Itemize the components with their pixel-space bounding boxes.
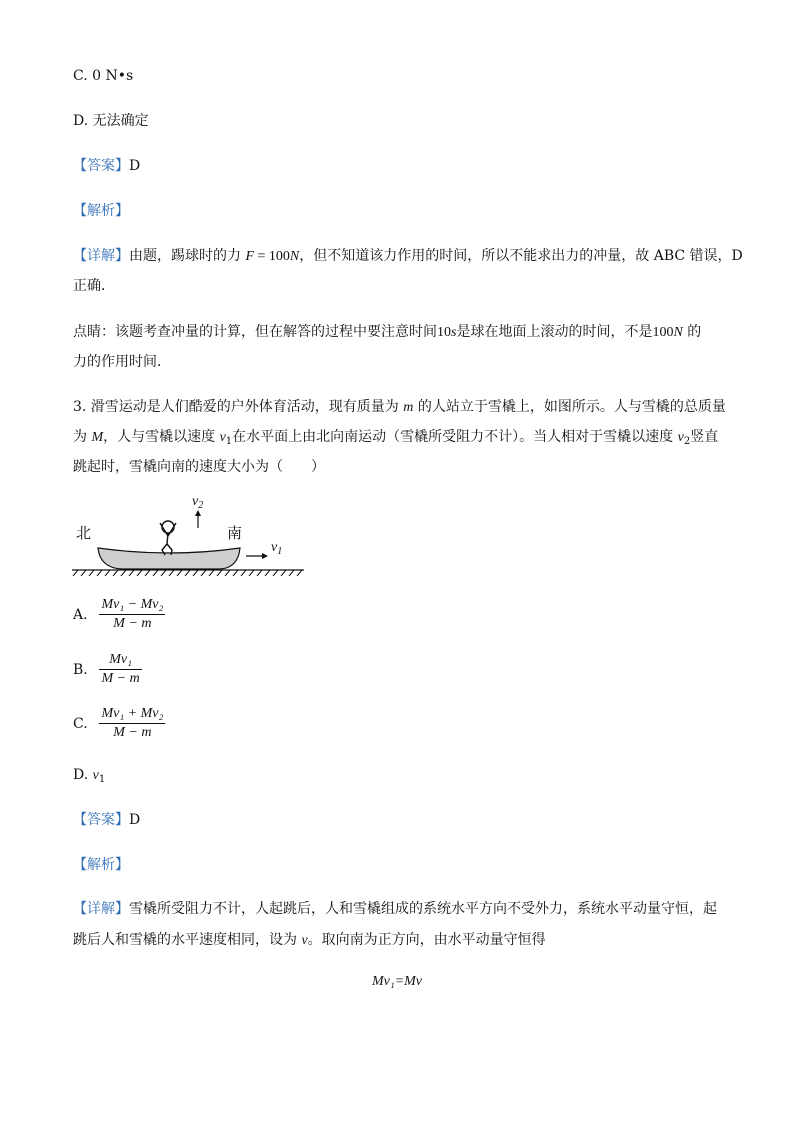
sled-figure xyxy=(70,492,310,582)
force-eq: = 100 xyxy=(254,249,290,264)
note-newton-symbol: N xyxy=(673,325,683,340)
v1-label xyxy=(271,540,282,557)
q3-m: m xyxy=(403,400,414,415)
q3-text-a: 3. 滑雪运动是人们酷爱的户外体育活动，现有质量为 xyxy=(73,399,404,415)
q3-line-3: 跳起时，雪橇向南的速度大小为（ ） xyxy=(73,459,325,475)
option-d-label: D. xyxy=(73,767,93,783)
option-c-fraction xyxy=(99,705,165,742)
v1-arrowhead xyxy=(262,553,268,559)
q3-line-2 xyxy=(73,427,718,452)
note-text-c: 的 xyxy=(682,324,702,340)
sled-diagram xyxy=(70,492,310,582)
q3-text-b: 的人站立于雪橇上，如图所示。人与雪橇的总质量 xyxy=(413,399,726,415)
option-a-label: A. xyxy=(73,606,88,623)
option-d: D. 无法确定 xyxy=(73,113,149,129)
force-symbol: F xyxy=(245,249,255,264)
sled-body xyxy=(98,548,240,569)
q3-text-f: 竖直 xyxy=(690,429,719,445)
ground-hatch xyxy=(73,570,302,576)
option-d-q3 xyxy=(73,765,105,790)
note-text-b: 是球在地面上滚动的时间，不是 xyxy=(456,324,653,340)
q3-v1: v xyxy=(219,430,226,445)
v1-label-sub: 1 xyxy=(277,546,283,557)
q3-detail-text-b: 跳后人和雪橇的水平速度相同，设为 xyxy=(73,932,302,948)
q3-v1-sub: 1 xyxy=(225,436,233,447)
north-label: 北 xyxy=(76,524,92,542)
v2-label xyxy=(192,494,203,511)
option-a-fraction xyxy=(99,596,165,633)
option-a xyxy=(73,596,165,633)
newton-symbol: N xyxy=(289,249,300,264)
q3-detail-line-1 xyxy=(73,899,717,919)
detail-line-2: 正确． xyxy=(73,278,115,294)
detail-bracket: 【详解】 xyxy=(73,248,129,264)
option-a-numerator: Mv₁ − Mv₂ xyxy=(99,596,165,615)
note-second-symbol: s xyxy=(451,325,457,340)
analysis-heading: 【解析】 xyxy=(73,203,129,219)
option-b-numerator: Mv₁ xyxy=(99,651,141,670)
option-c-label: C. xyxy=(73,715,88,732)
answer-bracket: 【答案】 xyxy=(73,158,129,174)
option-d-sub: 1 xyxy=(98,774,106,785)
option-d-value: v xyxy=(92,768,99,783)
note-line-1 xyxy=(73,322,701,343)
detail-line-1 xyxy=(73,246,743,267)
option-b xyxy=(73,651,142,688)
option-c-numerator: Mv₁ + Mv₂ xyxy=(99,705,165,724)
detail-text-a: 由题，踢球时的力 xyxy=(129,248,241,264)
detail-text-b: ，但不知道该力作用的时间，所以不能求出力的冲量，故 ABC 错误，D xyxy=(299,248,743,264)
q3-answer-bracket: 【答案】 xyxy=(73,812,129,828)
person-figure xyxy=(160,521,176,555)
option-c-q3 xyxy=(73,705,165,742)
answer-line xyxy=(73,156,140,176)
note-ten: 10 xyxy=(437,325,451,340)
option-b-label: B. xyxy=(73,661,88,678)
q3-answer-value: D xyxy=(129,812,141,828)
option-b-denominator: M − m xyxy=(101,671,140,686)
v2-label-sub: 2 xyxy=(198,500,204,511)
q3-v2: v xyxy=(677,430,684,445)
q3-analysis-heading: 【解析】 xyxy=(73,857,129,873)
momentum-equation: Mv₁=Mv xyxy=(371,974,423,989)
q3-line-1 xyxy=(73,397,726,418)
q3-v2-sub: 2 xyxy=(683,436,691,447)
answer-value: D xyxy=(129,158,141,174)
option-b-fraction xyxy=(99,651,141,688)
q3-answer-line xyxy=(73,810,140,830)
q3-detail-v: v xyxy=(301,933,308,948)
q3-text-d: ，人与雪橇以速度 xyxy=(103,429,220,445)
q3-detail-line-2 xyxy=(73,930,546,951)
q3-text-c: 为 xyxy=(73,429,92,445)
q3-M: M xyxy=(91,430,104,445)
option-a-denominator: M − m xyxy=(113,616,152,631)
option-c-denominator: M − m xyxy=(113,725,152,740)
note-hundred: 100 xyxy=(652,325,674,340)
south-label: 南 xyxy=(227,524,243,542)
note-line-2: 力的作用时间． xyxy=(73,354,171,370)
note-text-a: 点睛：该题考查冲量的计算，但在解答的过程中要注意时间 xyxy=(73,324,437,340)
q3-detail-text-a: 雪橇所受阻力不计，人起跳后，人和雪橇组成的系统水平方向不受外力，系统水平动量守恒，起 xyxy=(129,901,717,917)
v2-label-v: v xyxy=(192,494,199,509)
q3-detail-bracket: 【详解】 xyxy=(73,901,129,917)
v1-label-v: v xyxy=(271,540,278,555)
q3-detail-text-c: 。取向南为正方向，由水平动量守恒得 xyxy=(307,932,546,948)
option-c: C. 0 N•s xyxy=(73,68,134,84)
q3-text-e: 在水平面上由北向南运动（雪橇所受阻力不计）。当人相对于雪橇以速度 xyxy=(232,429,678,445)
